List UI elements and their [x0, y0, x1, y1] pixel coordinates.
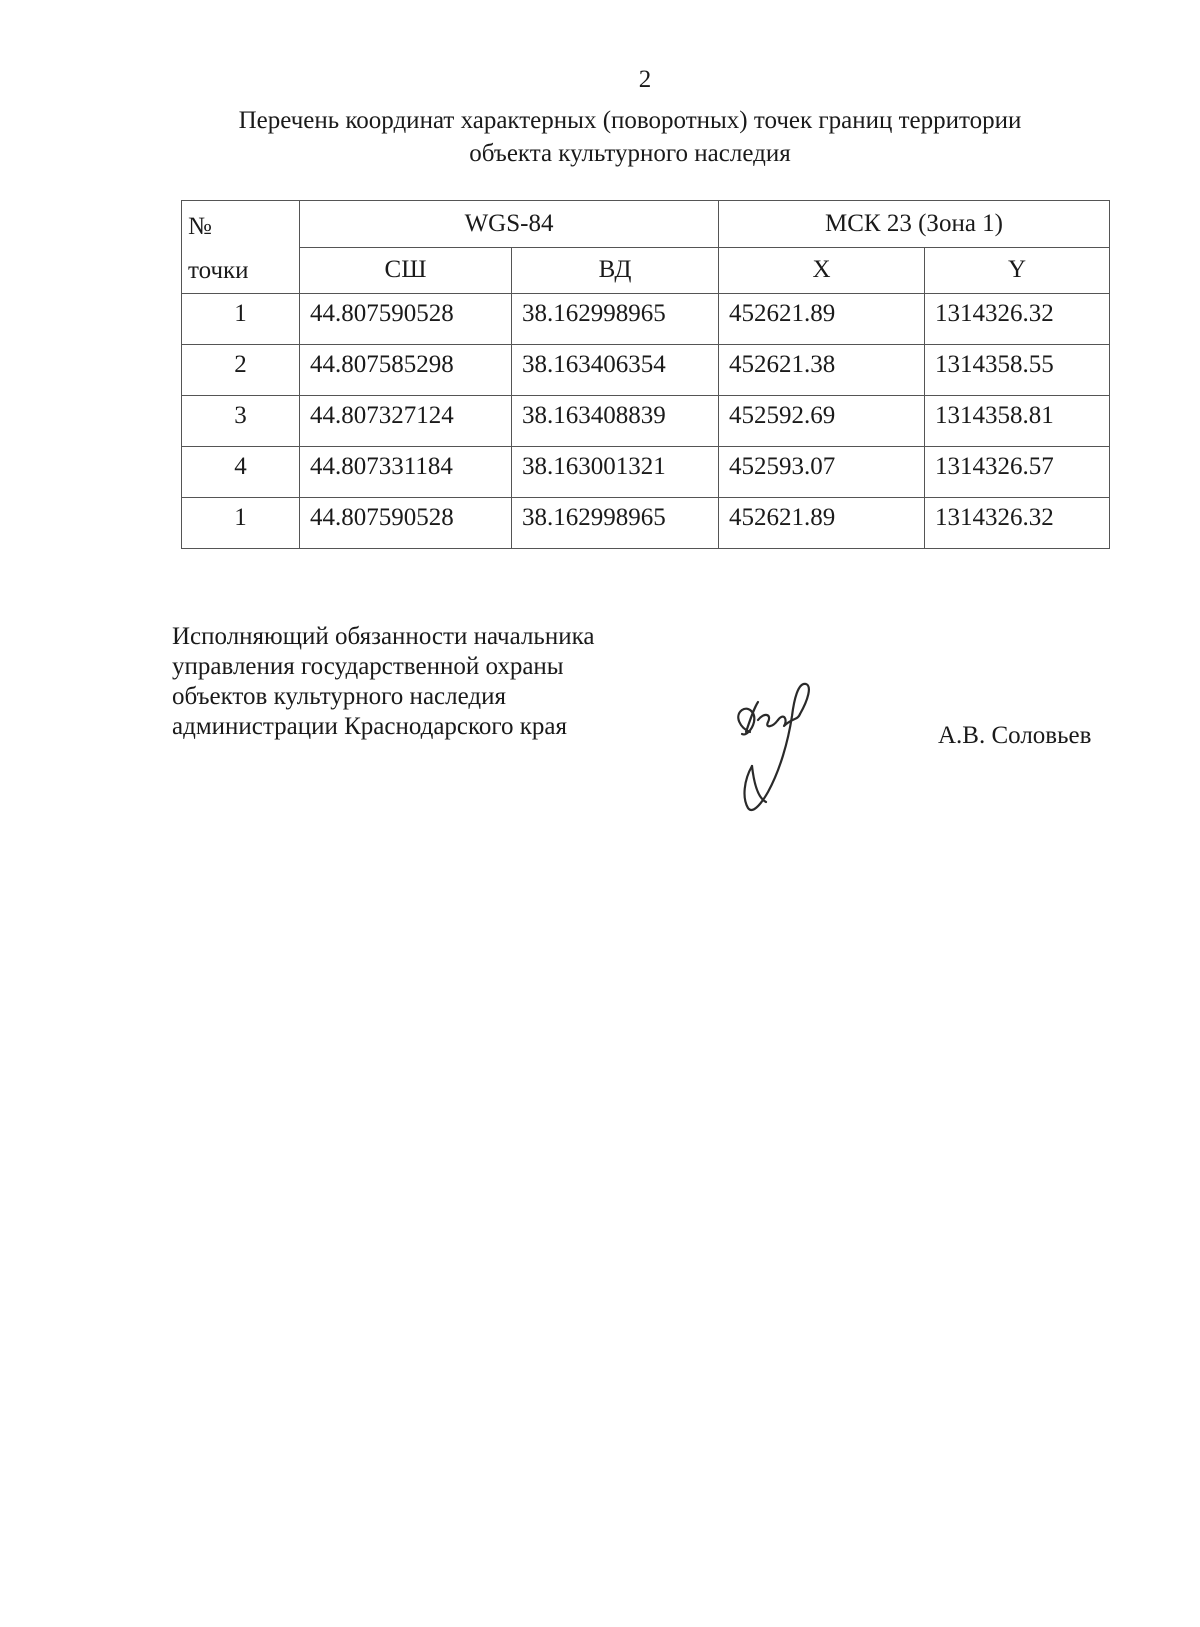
latitude-cell: 44.807585298 [300, 345, 512, 396]
x-cell: 452621.89 [719, 294, 925, 345]
msk23-group-header: МСК 23 (Зона 1) [719, 201, 1110, 248]
point-cell: 2 [182, 345, 300, 396]
table-row [182, 447, 1110, 498]
table-header-row [182, 201, 1110, 248]
x-cell: 452592.69 [719, 396, 925, 447]
point-number-header [182, 201, 300, 294]
point-number-label: точки [188, 257, 249, 284]
latitude-cell: 44.807331184 [300, 447, 512, 498]
page-number: 2 [638, 66, 652, 93]
table-row [182, 345, 1110, 396]
signatory-title-line: администрации Краснодарского края [172, 713, 568, 740]
latitude-header: СШ [300, 247, 512, 294]
latitude-cell: 44.807590528 [300, 294, 512, 345]
signatory-name: А.В. Соловьев [938, 722, 1092, 749]
document-title-line: Перечень координат характерных (поворотных) точек границ территории [238, 107, 1022, 134]
longitude-cell: 38.162998965 [512, 294, 719, 345]
table-row [182, 396, 1110, 447]
x-cell: 452593.07 [719, 447, 925, 498]
table-row [182, 498, 1110, 549]
table-row [182, 294, 1110, 345]
point-cell: 1 [182, 498, 300, 549]
table-subheader-row [182, 247, 1110, 294]
wgs84-group-header: WGS-84 [300, 201, 719, 248]
y-cell: 1314358.81 [925, 396, 1110, 447]
y-header: Y [925, 247, 1110, 294]
x-header: X [719, 247, 925, 294]
x-cell: 452621.38 [719, 345, 925, 396]
x-cell: 452621.89 [719, 498, 925, 549]
point-cell: 4 [182, 447, 300, 498]
latitude-cell: 44.807327124 [300, 396, 512, 447]
document-title [180, 104, 1080, 170]
signatory-title-line: объектов культурного наследия [172, 683, 506, 710]
signatory-title-line: управления государственной охраны [172, 653, 564, 680]
point-number-symbol: № [188, 213, 212, 240]
signature-icon [728, 680, 838, 830]
y-cell: 1314326.32 [925, 294, 1110, 345]
signatory-title [172, 622, 692, 742]
latitude-cell: 44.807590528 [300, 498, 512, 549]
longitude-cell: 38.163408839 [512, 396, 719, 447]
longitude-cell: 38.163001321 [512, 447, 719, 498]
y-cell: 1314358.55 [925, 345, 1110, 396]
signatory-title-line: Исполняющий обязанности начальника [172, 623, 595, 650]
longitude-cell: 38.162998965 [512, 498, 719, 549]
y-cell: 1314326.57 [925, 447, 1110, 498]
point-cell: 3 [182, 396, 300, 447]
point-cell: 1 [182, 294, 300, 345]
document-title-line: объекта культурного наследия [469, 140, 791, 167]
y-cell: 1314326.32 [925, 498, 1110, 549]
longitude-header: ВД [512, 247, 719, 294]
coordinates-table [181, 200, 1110, 549]
longitude-cell: 38.163406354 [512, 345, 719, 396]
